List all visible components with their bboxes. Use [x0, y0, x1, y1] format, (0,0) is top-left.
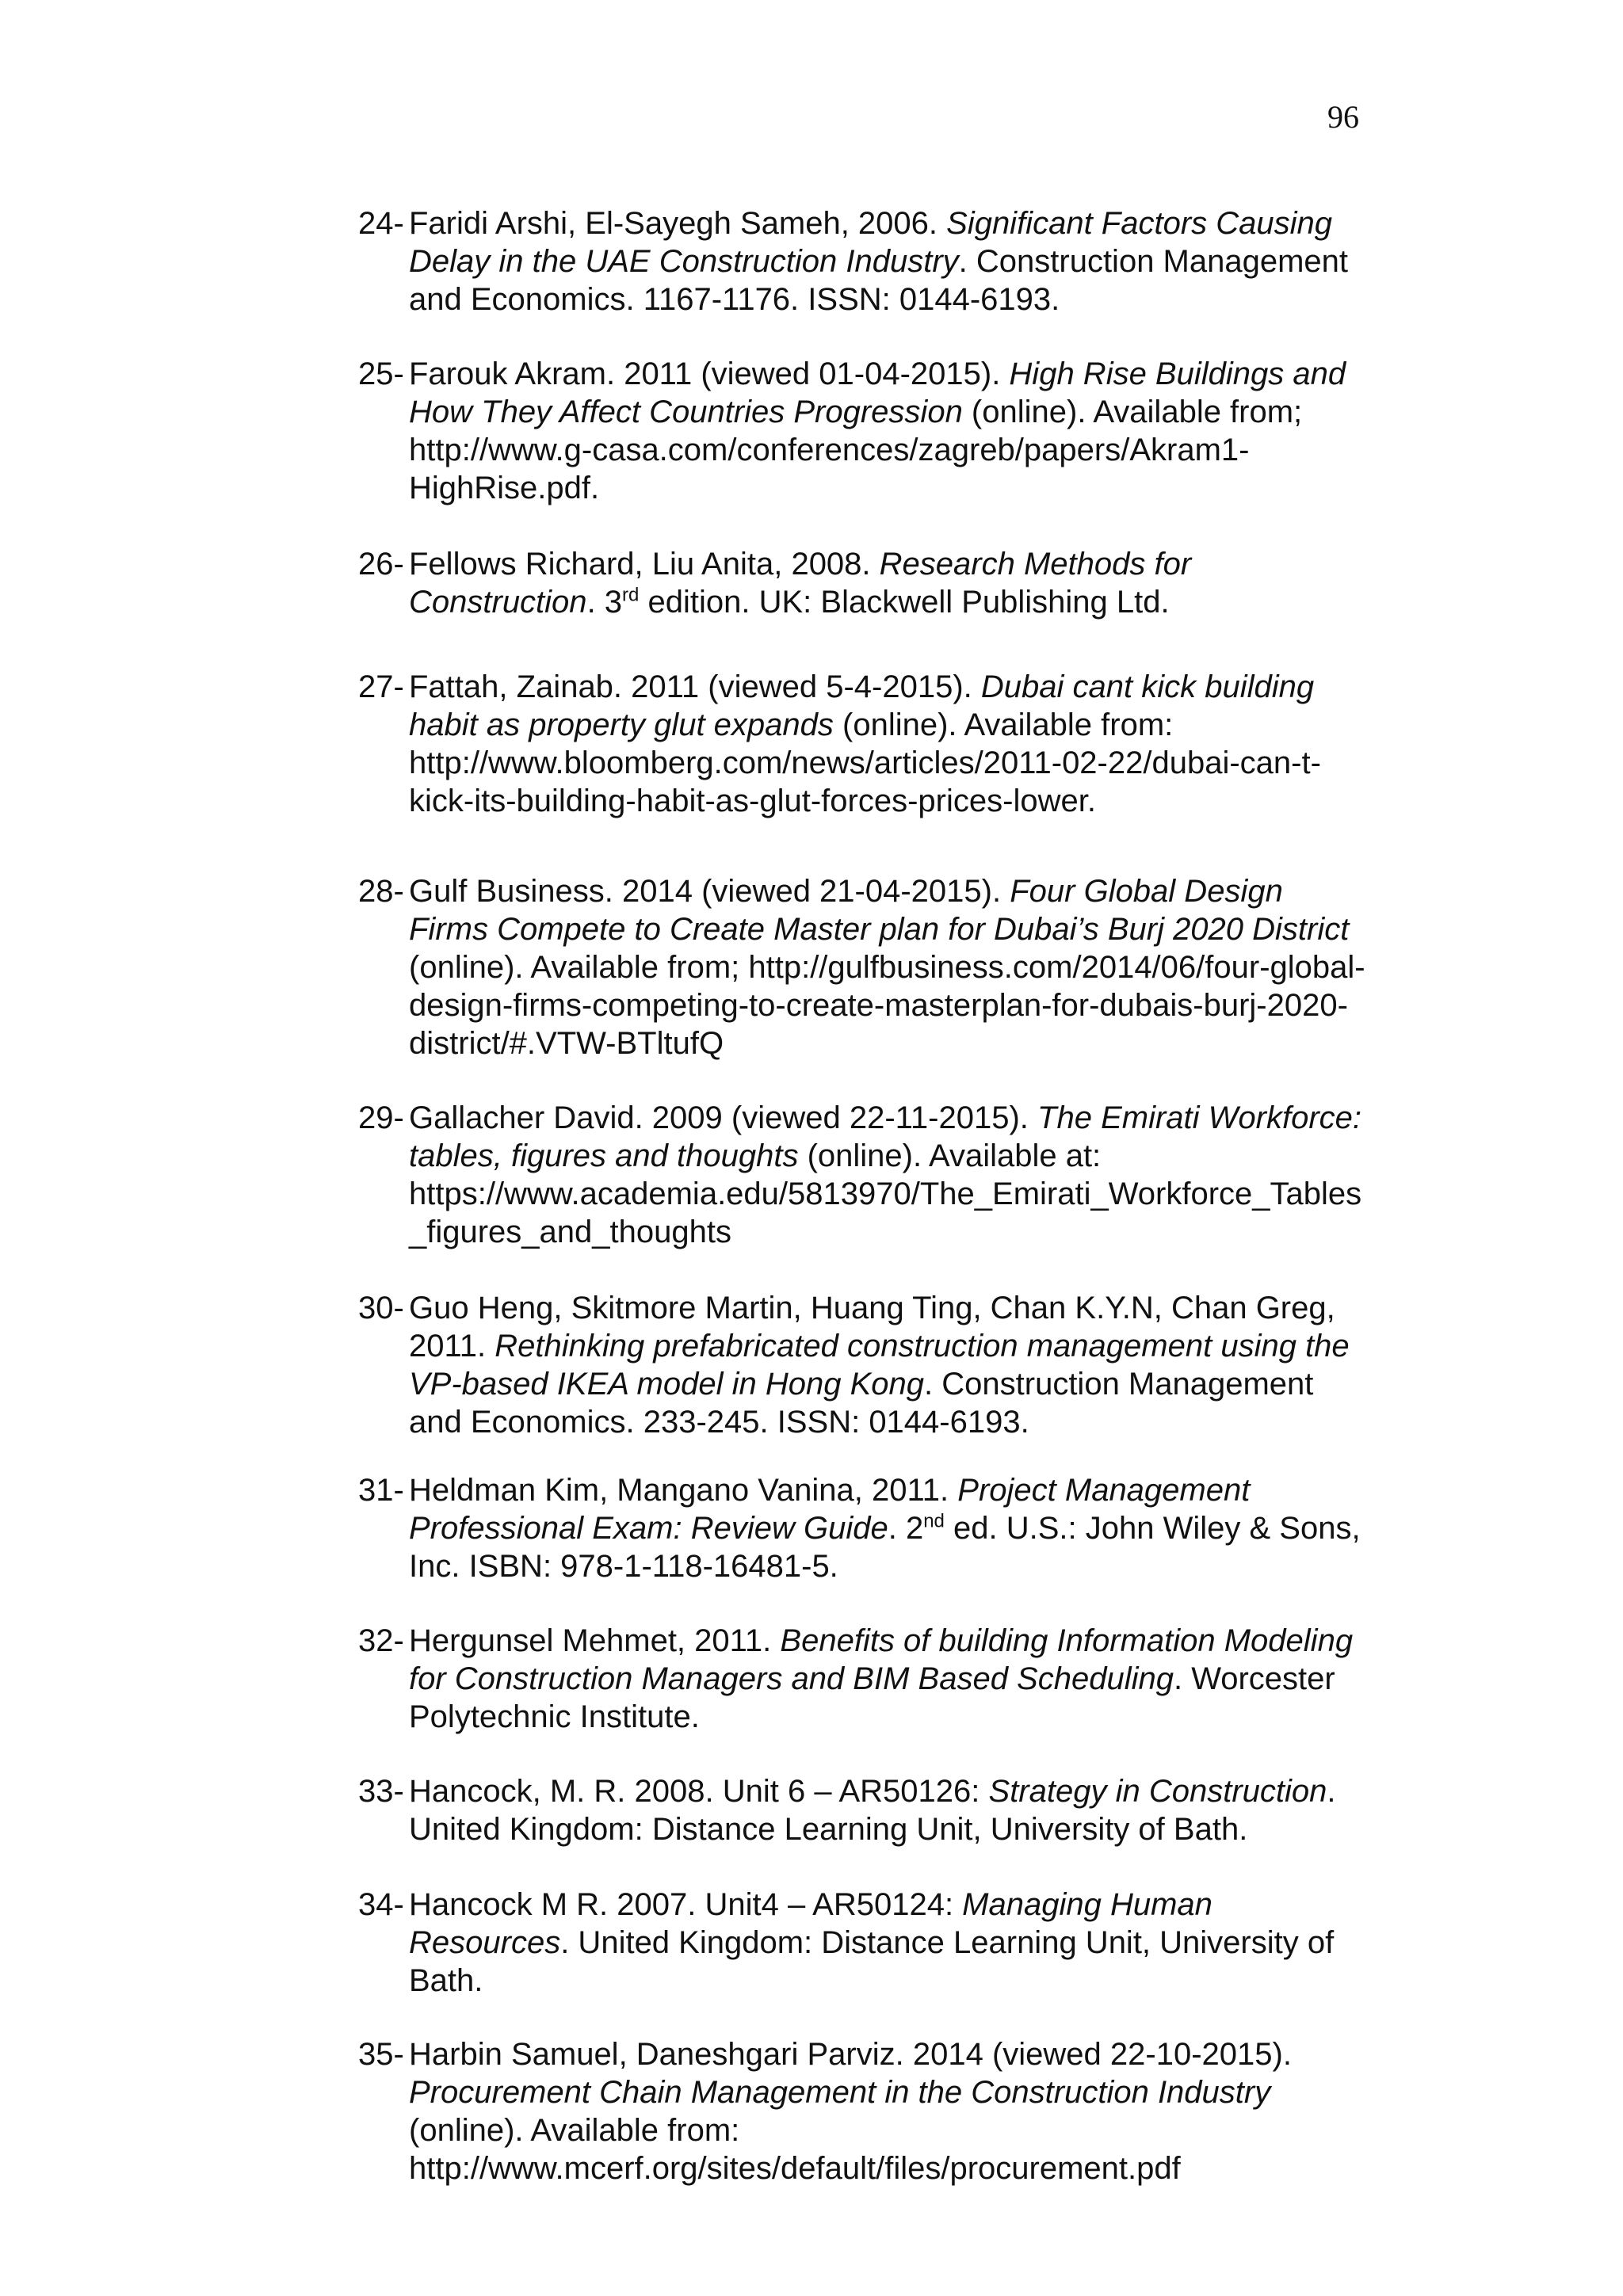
reference-entry [358, 1289, 1412, 1441]
reference-line [409, 2149, 1412, 2187]
reference-entry [358, 2035, 1412, 2187]
reference-line [409, 2073, 1412, 2111]
italic-title-text: High Rise Buildings and [1009, 357, 1346, 391]
superscript-text: rd [622, 584, 640, 606]
reference-line [409, 1289, 1412, 1327]
italic-title-text: Construction [409, 585, 587, 620]
reference-segment: Faridi Arshi, El-Sayegh Sameh, 2006. [409, 206, 947, 241]
reference-number: 30- [358, 1291, 404, 1325]
reference-line [409, 1471, 1412, 1509]
reference-segment: district/#.VTW-BTltufQ [409, 1026, 724, 1061]
reference-segment: Hancock M R. 2007. Unit4 – AR50124: [409, 1887, 963, 1922]
reference-line [409, 1403, 1412, 1441]
reference-segment: Inc. ISBN: 978-1-118-16481-5. [409, 1549, 838, 1584]
reference-entry [358, 1471, 1412, 1585]
reference-line [409, 469, 1412, 507]
reference-segment: Polytechnic Institute. [409, 1699, 700, 1734]
reference-line [409, 948, 1412, 986]
reference-segment: Hancock, M. R. 2008. Unit 6 – AR50126: [409, 1774, 989, 1809]
reference-text [409, 545, 1412, 621]
reference-line [409, 986, 1412, 1024]
reference-number: 26- [358, 547, 404, 582]
reference-segment: 2011. [409, 1329, 495, 1363]
reference-segment: Gulf Business. 2014 (viewed 21-04-2015). [409, 874, 1010, 909]
reference-segment: United Kingdom: Distance Learning Unit, University of Bath. [409, 1812, 1248, 1847]
reference-segment: Fattah, Zainab. 2011 (viewed 5-4-2015). [409, 669, 981, 704]
reference-line [409, 1886, 1412, 1924]
reference-line [409, 1698, 1412, 1736]
reference-entry [358, 1099, 1412, 1251]
reference-segment: Farouk Akram. 2011 (viewed 01-04-2015). [409, 357, 1010, 391]
reference-text [409, 1622, 1412, 1736]
reference-segment: Fellows Richard, Liu Anita, 2008. [409, 547, 880, 582]
italic-title-text: Project Management [957, 1473, 1251, 1508]
italic-title-text: Dubai cant kick building [980, 669, 1315, 704]
reference-line [409, 1365, 1412, 1403]
italic-title-text: Delay in the UAE Construction Industry [409, 244, 959, 279]
italic-title-text: How They Affect Countries Progression [409, 395, 963, 429]
reference-segment: _figures_and_thoughts [409, 1215, 731, 1249]
reference-segment: . Worcester [1173, 1661, 1335, 1696]
reference-segment: ed. U.S.: John Wiley & Sons, [944, 1511, 1361, 1546]
italic-title-text: Four Global Design [1010, 874, 1283, 909]
reference-segment: and Economics. 233-245. ISSN: 0144-6193. [409, 1405, 1029, 1440]
reference-text [409, 668, 1412, 820]
reference-segment: . United Kingdom: Distance Learning Unit, University of [560, 1925, 1335, 1960]
reference-line [409, 545, 1412, 583]
reference-entry [358, 1772, 1412, 1848]
reference-entry [358, 1886, 1412, 2000]
reference-text [409, 2035, 1412, 2187]
reference-number: 27- [358, 669, 404, 704]
reference-line [409, 2035, 1412, 2073]
reference-line [409, 204, 1412, 242]
reference-line [409, 1024, 1412, 1062]
reference-entry [358, 872, 1412, 1062]
reference-segment: (online). Available from; http://gulfbusiness.com/2014/06/four-global- [409, 950, 1365, 985]
reference-segment: Gallacher David. 2009 (viewed 22-11-2015). [409, 1100, 1038, 1135]
reference-segment: http://www.g-casa.com/conferences/zagreb/papers/Akram1- [409, 433, 1250, 467]
reference-segment: kick-its-building-habit-as-glut-forces-prices-lower. [409, 784, 1096, 818]
reference-text [409, 1886, 1412, 2000]
reference-line [409, 706, 1412, 744]
reference-line [409, 431, 1412, 469]
italic-title-text: tables, figures and thoughts [409, 1138, 799, 1173]
italic-title-text: habit as property glut expands [409, 707, 834, 742]
reference-line [409, 1924, 1412, 1962]
reference-line [409, 910, 1412, 948]
reference-text [409, 204, 1412, 318]
reference-text [409, 1099, 1412, 1251]
reference-line [409, 1622, 1412, 1660]
reference-text [409, 1471, 1412, 1585]
italic-title-text: Resources [409, 1925, 561, 1960]
italic-title-text: VP-based IKEA model in Hong Kong [409, 1367, 925, 1402]
reference-segment: . 3 [586, 585, 623, 620]
reference-line [409, 583, 1412, 621]
reference-number: 29- [358, 1100, 404, 1135]
reference-text [409, 872, 1412, 1062]
reference-segment: edition. UK: Blackwell Publishing Ltd. [639, 585, 1170, 620]
reference-segment: HighRise.pdf. [409, 471, 600, 505]
reference-line [409, 1175, 1412, 1213]
reference-line [409, 1509, 1412, 1547]
reference-entry [358, 204, 1412, 318]
reference-segment: Heldman Kim, Mangano Vanina, 2011. [409, 1473, 958, 1508]
reference-line [409, 782, 1412, 820]
reference-segment: http://www.bloomberg.com/news/articles/2011-02-22/dubai-can-t- [409, 746, 1321, 780]
reference-number: 35- [358, 2037, 404, 2072]
reference-text [409, 355, 1412, 507]
italic-title-text: The Emirati Workforce: [1037, 1100, 1361, 1135]
reference-number: 31- [358, 1473, 404, 1508]
reference-line [409, 393, 1412, 431]
reference-line [409, 1547, 1412, 1585]
reference-line [409, 1213, 1412, 1251]
reference-segment: . Construction Management [924, 1367, 1314, 1402]
reference-text [409, 1772, 1412, 1848]
italic-title-text: Professional Exam: Review Guide [409, 1511, 888, 1546]
italic-title-text: Strategy in Construction [988, 1774, 1327, 1809]
reference-entry [358, 545, 1412, 621]
reference-number: 34- [358, 1887, 404, 1922]
reference-entry [358, 355, 1412, 507]
page-number: 96 [1327, 99, 1359, 135]
italic-title-text: for Construction Managers and BIM Based Scheduling [409, 1661, 1174, 1696]
reference-line [409, 1137, 1412, 1175]
reference-line [409, 744, 1412, 782]
reference-segment: (online). Available from; [962, 395, 1303, 429]
reference-segment: and Economics. 1167-1176. ISSN: 0144-6193. [409, 282, 1060, 317]
reference-line [409, 872, 1412, 910]
reference-line [409, 2111, 1412, 2149]
reference-line [409, 1962, 1412, 2000]
reference-number: 33- [358, 1774, 404, 1809]
italic-title-text: Firms Compete to Create Master plan for Dubai’s Burj 2020 District [409, 912, 1350, 947]
italic-title-text: Research Methods for [879, 547, 1192, 582]
reference-entry [358, 668, 1412, 820]
reference-segment: Harbin Samuel, Daneshgari Parviz. 2014 (viewed 22-10-2015). [409, 2037, 1292, 2072]
reference-segment: Hergunsel Mehmet, 2011. [409, 1623, 781, 1658]
reference-line [409, 668, 1412, 706]
reference-segment: (online). Available at: [798, 1138, 1102, 1173]
superscript-text: nd [923, 1510, 945, 1532]
reference-segment: Guo Heng, Skitmore Martin, Huang Ting, Chan K.Y.N, Chan Greg, [409, 1291, 1335, 1325]
reference-segment: (online). Available from: [409, 2113, 740, 2148]
reference-segment: Bath. [409, 1963, 483, 1998]
reference-line [409, 1660, 1412, 1698]
italic-title-text: Managing Human [962, 1887, 1212, 1922]
reference-line [409, 1327, 1412, 1365]
reference-line [409, 242, 1412, 280]
italic-title-text: Significant Factors Causing [946, 206, 1333, 241]
reference-line [409, 1810, 1412, 1848]
reference-segment: (online). Available from: [833, 707, 1174, 742]
reference-entry [358, 1622, 1412, 1736]
reference-segment: . [1327, 1774, 1336, 1809]
reference-line [409, 355, 1412, 393]
reference-line [409, 1772, 1412, 1810]
reference-number: 25- [358, 357, 404, 391]
reference-segment: https://www.academia.edu/5813970/The_Emirati_Workforce_Tables [409, 1177, 1362, 1211]
reference-text [409, 1289, 1412, 1441]
reference-segment: . 2 [888, 1511, 924, 1546]
reference-segment: . Construction Management [958, 244, 1349, 279]
reference-segment: design-firms-competing-to-create-masterplan-for-dubais-burj-2020- [409, 988, 1348, 1023]
italic-title-text: Procurement Chain Management in the Construction Industry [409, 2075, 1271, 2110]
reference-number: 32- [358, 1623, 404, 1658]
reference-number: 24- [358, 206, 404, 241]
reference-segment: http://www.mcerf.org/sites/default/files/procurement.pdf [409, 2151, 1181, 2186]
italic-title-text: Rethinking prefabricated construction management using the [495, 1329, 1350, 1363]
reference-line [409, 1099, 1412, 1137]
reference-number: 28- [358, 874, 404, 909]
reference-line [409, 280, 1412, 318]
italic-title-text: Benefits of building Information Modeling [780, 1623, 1354, 1658]
